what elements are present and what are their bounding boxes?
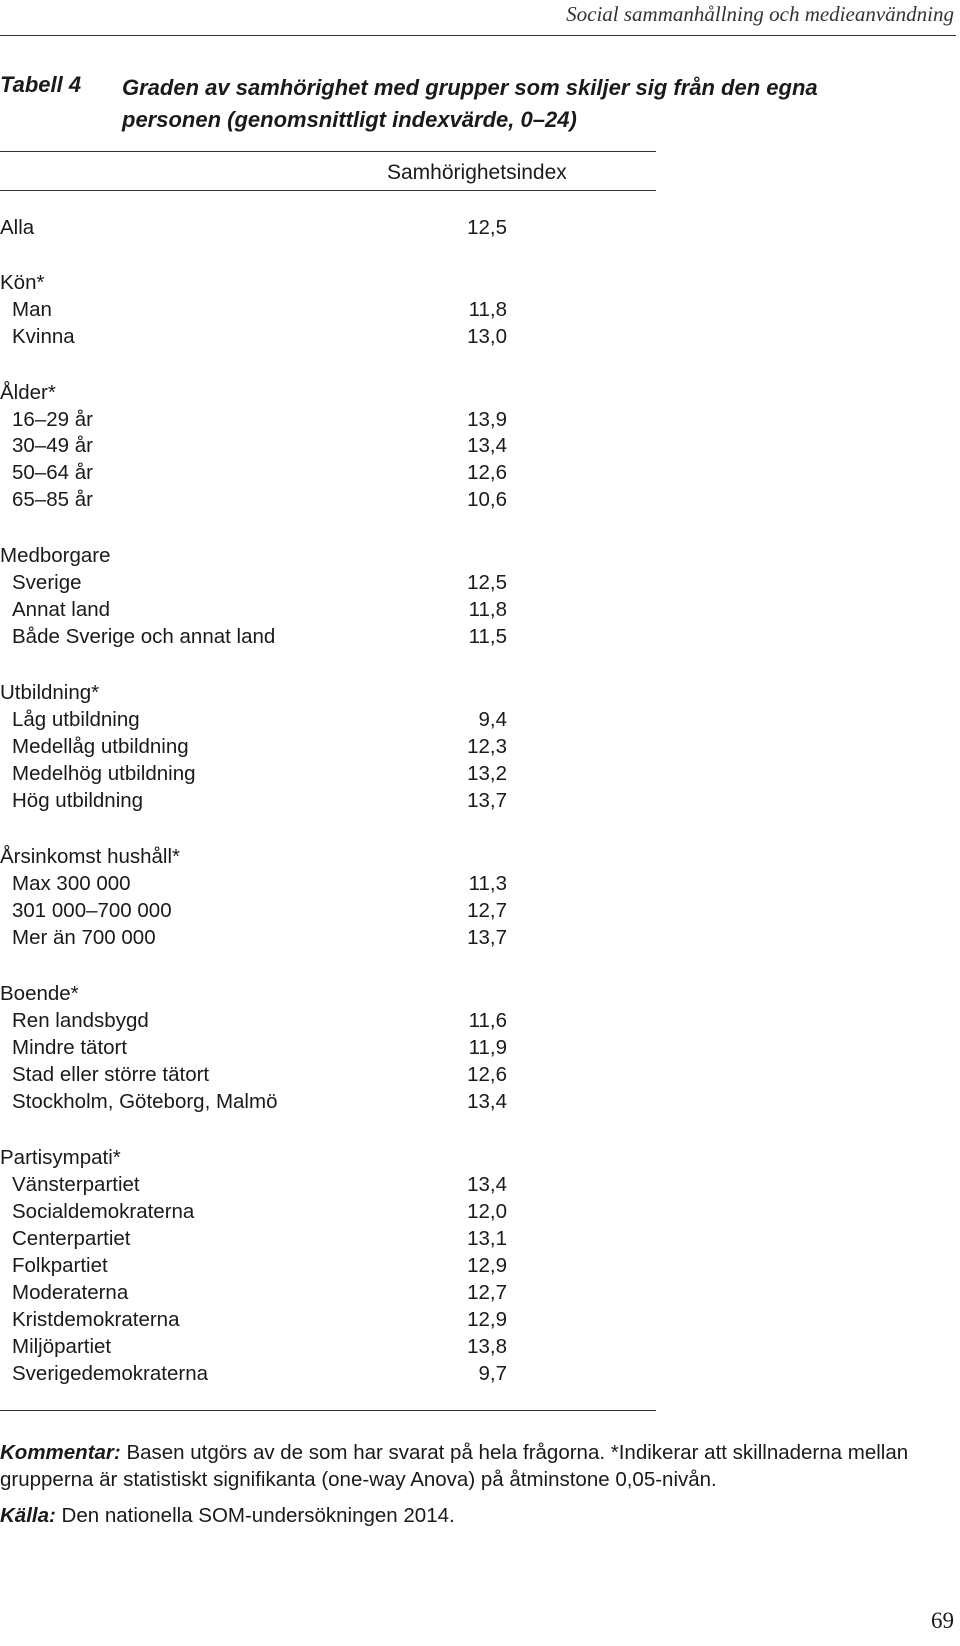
row-label: Kvinna (12, 325, 75, 348)
row-label: Ålder* (0, 381, 56, 404)
row-value: 11,3 (468, 872, 507, 895)
row-value: 11,9 (468, 1036, 507, 1059)
row-label: Partisympati* (0, 1146, 121, 1169)
table-group-row (0, 380, 507, 406)
running-head: Social sammanhållning och medieanvändning (566, 2, 954, 26)
table-row (0, 597, 507, 623)
row-label: Socialdemokraterna (12, 1200, 195, 1223)
row-label: Årsinkomst hushåll* (0, 845, 181, 868)
row-label: 16–29 år (12, 408, 93, 431)
source-note (0, 1502, 960, 1529)
page-number: 69 (931, 1608, 954, 1633)
table-row (0, 1307, 507, 1333)
header-rule (0, 35, 956, 36)
table-title: Graden av samhörighet med grupper som skiljer sig från den egna personen (genomsnittligt indexvärde, 0–24) (122, 75, 818, 132)
table-group-row (0, 1145, 507, 1171)
row-label: 301 000–700 000 (12, 899, 172, 922)
table-row (0, 788, 507, 814)
row-value: 13,4 (467, 1173, 507, 1196)
table-group-row (0, 981, 507, 1007)
row-label: Stockholm, Göteborg, Malmö (12, 1090, 278, 1113)
row-value: 11,8 (468, 298, 507, 321)
row-value: 13,9 (467, 408, 507, 431)
table-row (0, 433, 507, 459)
source-text: Den nationella SOM-undersökningen 2014. (55, 1504, 455, 1527)
row-label: Medelhög utbildning (12, 762, 196, 785)
row-value: 13,4 (467, 1090, 507, 1113)
row-label: Moderaterna (12, 1281, 129, 1304)
row-label: 50–64 år (12, 461, 93, 484)
row-value: 13,0 (467, 325, 507, 348)
row-label: Boende* (0, 982, 79, 1005)
row-label: Sverigedemokraterna (12, 1362, 208, 1385)
row-value: 12,9 (467, 1308, 507, 1331)
table-bottom-rule (0, 1410, 656, 1411)
row-value: 12,6 (467, 461, 507, 484)
row-value: 12,7 (467, 1281, 507, 1304)
row-value: 13,7 (467, 926, 507, 949)
row-label: Annat land (12, 598, 111, 621)
table-row (0, 1361, 507, 1387)
table-row (0, 460, 507, 486)
row-label: Utbildning* (0, 681, 100, 704)
table-row (0, 1172, 507, 1198)
comment-note (0, 1439, 960, 1493)
row-label: Miljöpartiet (12, 1335, 112, 1358)
column-header-rule (0, 190, 656, 191)
row-label: Hög utbildning (12, 789, 144, 812)
table-row (0, 324, 507, 350)
table-group-row (0, 543, 507, 569)
row-value: 12,0 (467, 1200, 507, 1223)
table-row (0, 1280, 507, 1306)
table-row (0, 734, 507, 760)
table-row (0, 1334, 507, 1360)
row-value: 9,7 (478, 1362, 507, 1385)
row-value: 12,9 (467, 1254, 507, 1277)
row-value: 11,6 (468, 1009, 507, 1032)
row-label: Kristdemokraterna (12, 1308, 180, 1331)
row-label: Centerpartiet (12, 1227, 131, 1250)
table-row (0, 215, 507, 241)
table-row (0, 407, 507, 433)
row-label: Medellåg utbildning (12, 735, 189, 758)
row-label: Mindre tätort (12, 1036, 128, 1059)
row-label: Alla (0, 216, 35, 239)
row-value: 11,8 (468, 598, 507, 621)
row-label: Låg utbildning (12, 708, 140, 731)
row-value: 10,6 (467, 488, 507, 511)
row-label: 65–85 år (12, 488, 93, 511)
row-label: Mer än 700 000 (12, 926, 156, 949)
row-value: 12,7 (467, 899, 507, 922)
row-label: Man (12, 298, 52, 321)
row-label: Ren landsbygd (12, 1009, 149, 1032)
source-label: Källa: (0, 1504, 56, 1527)
table-top-rule (0, 151, 656, 152)
table-row (0, 1226, 507, 1252)
row-label: Folkpartiet (12, 1254, 108, 1277)
row-value: 13,8 (467, 1335, 507, 1358)
table-row (0, 1062, 507, 1088)
row-value: 12,5 (467, 571, 507, 594)
table-row (0, 1253, 507, 1279)
table-group-row (0, 270, 507, 296)
row-label: 30–49 år (12, 434, 93, 457)
row-label: Stad eller större tätort (12, 1063, 210, 1086)
row-label: Max 300 000 (12, 872, 131, 895)
row-label: Medborgare (0, 544, 111, 567)
row-label: Sverige (12, 571, 82, 594)
row-value: 12,5 (467, 216, 507, 239)
column-header: Samhörighetsindex (387, 161, 567, 184)
table-row (0, 1089, 507, 1115)
row-label: Både Sverige och annat land (12, 625, 276, 648)
comment-label: Kommentar: (0, 1441, 121, 1464)
row-label: Kön* (0, 271, 45, 294)
table-row (0, 871, 507, 897)
table-row (0, 1035, 507, 1061)
table-row (0, 707, 507, 733)
table-row (0, 487, 507, 513)
table-row (0, 1199, 507, 1225)
row-value: 13,7 (467, 789, 507, 812)
comment-text: Basen utgörs av de som har svarat på hela frågorna. *Indikerar att skillnaderna mellan grupperna är statistiskt signifikanta (one-way Anova) på åtminstone 0,05-nivån. (0, 1441, 909, 1491)
row-label: Vänsterpartiet (12, 1173, 140, 1196)
table-row (0, 624, 507, 650)
row-value: 12,3 (467, 735, 507, 758)
row-value: 13,2 (467, 762, 507, 785)
table-group-row (0, 844, 507, 870)
table-row (0, 925, 507, 951)
table-row (0, 570, 507, 596)
row-value: 11,5 (468, 625, 507, 648)
table-row (0, 761, 507, 787)
row-value: 12,6 (467, 1063, 507, 1086)
row-value: 13,4 (467, 434, 507, 457)
table-label: Tabell 4 (0, 72, 82, 97)
row-value: 13,1 (467, 1227, 507, 1250)
table-group-row (0, 680, 507, 706)
table-row (0, 297, 507, 323)
table-row (0, 898, 507, 924)
row-value: 9,4 (478, 708, 507, 731)
table-row (0, 1008, 507, 1034)
